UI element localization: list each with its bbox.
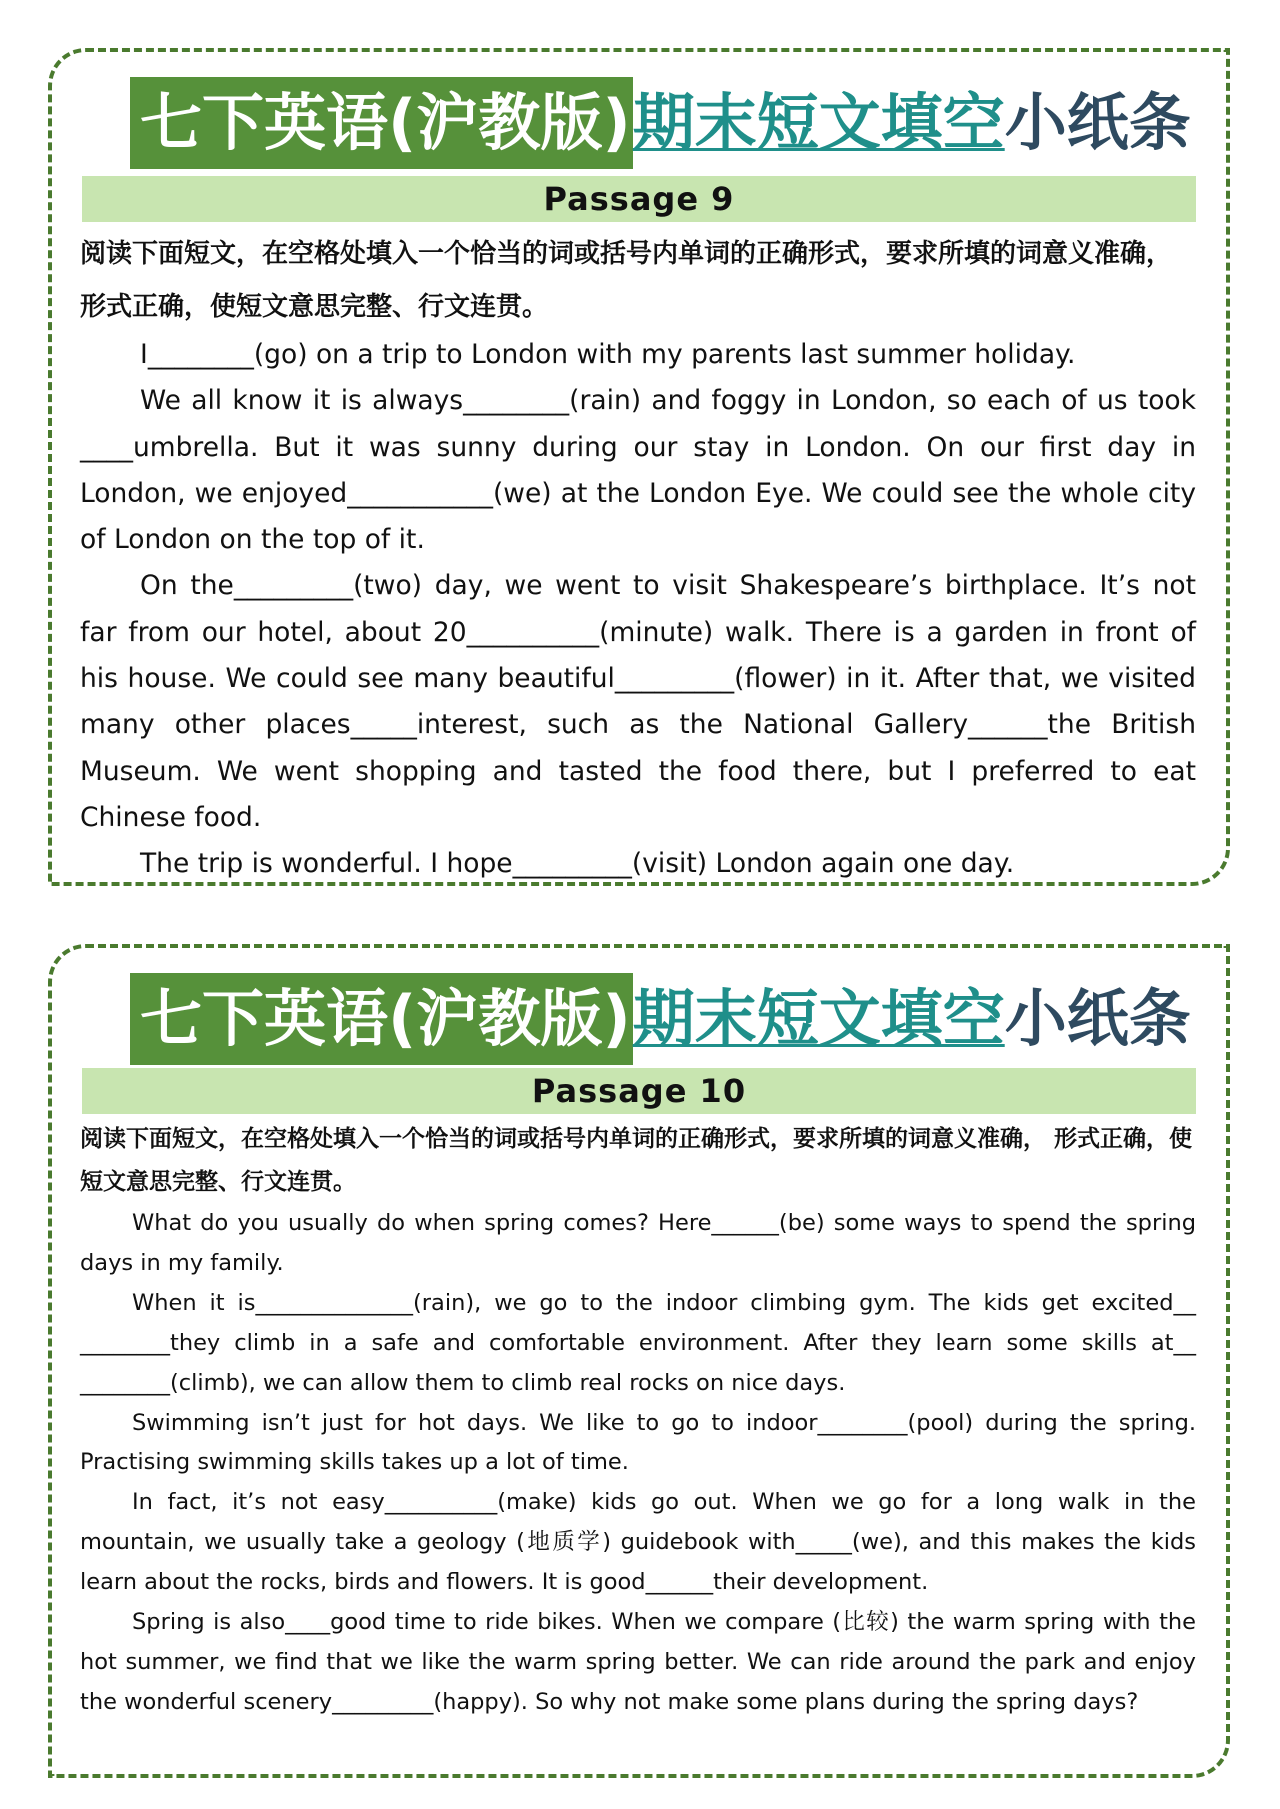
paragraph: What do you usually do when spring comes? Here______(be) some ways to spend the spring days in my family. — [80, 1210, 1196, 1276]
instructions: 阅读下面短文，在空格处填入一个恰当的词或括号内单词的正确形式，要求所填的词意义准确， 形式正确，使短文意思完整、行文连贯。 — [80, 239, 1173, 322]
worksheet-card-passage-9 — [48, 48, 1230, 886]
passage-heading: Passage 9 — [82, 176, 1196, 222]
title-course: 七下英语(沪教版) — [130, 973, 633, 1065]
paragraph: Swimming isn’t just for hot days. We like to go to indoor________(pool) during the spring. Practising swimming skills takes up a lot of time. — [80, 1409, 1196, 1476]
title-suffix: 小纸条 — [1004, 982, 1191, 1055]
worksheet-title — [130, 973, 1191, 1065]
title-topic: 期末短文填空 — [632, 982, 1005, 1055]
title-suffix: 小纸条 — [1004, 86, 1191, 159]
worksheet-card-passage-10 — [48, 944, 1230, 1778]
paragraph: We all know it is always________(rain) and foggy in London, so each of us took ____umbrella. But it was sunny during our stay in London. On our first day in London, we enjoyed___________(we) at the London Eye. We could see the whole city of London on the top of it. — [80, 385, 1196, 556]
title-topic: 期末短文填空 — [632, 86, 1005, 159]
passage-heading: Passage 10 — [82, 1068, 1196, 1114]
paragraph: Spring is also____good time to ride bikes. When we compare (比较) the warm spring with the hot summer, we find that we like the warm spring better. We can ride around the park and enjoy the wonderful scenery_________(happy). So why not make some plans during the spring days? — [80, 1609, 1196, 1715]
instructions: 阅读下面短文，在空格处填入一个恰当的词或括号内单词的正确形式，要求所填的词意义准确， 形式正确，使短文意思完整、行文连贯。 — [80, 1126, 1193, 1195]
paragraph: On the_________(two) day, we went to visit Shakespeare’s birthplace. It’s not far from our hotel, about 20__________(minute) walk. There is a garden in front of his house. We could see many beautiful_________(flower) in it. After that, we visited many other places_____interest, such as the National Gallery______the British Museum. We went shopping and tasted the food there, but I preferred to eat Chinese food. — [80, 570, 1196, 833]
paragraph: When it is______________(rain), we go to the indoor climbing gym. The kids get excited__ ________they climb in a safe and comfortable environment. After they learn some skills at__ ________(climb), we can allow them to climb real rocks on nice days. — [80, 1289, 1196, 1396]
paragraph: In fact, it’s not easy__________(make) kids go out. When we go for a long walk in the mountain, we usually take a geology (地质学) guidebook with_____(we), and this makes the kids learn about the rocks, birds and flowers. It is good______their development. — [80, 1489, 1196, 1596]
title-course: 七下英语(沪教版) — [130, 77, 633, 169]
paragraph: I________(go) on a trip to London with my parents last summer holiday. — [140, 339, 1076, 370]
worksheet-title — [130, 77, 1191, 169]
passage-body — [80, 1204, 1196, 1723]
paragraph: The trip is wonderful. I hope_________(visit) London again one day. — [140, 848, 1015, 880]
passage-body — [80, 332, 1196, 888]
